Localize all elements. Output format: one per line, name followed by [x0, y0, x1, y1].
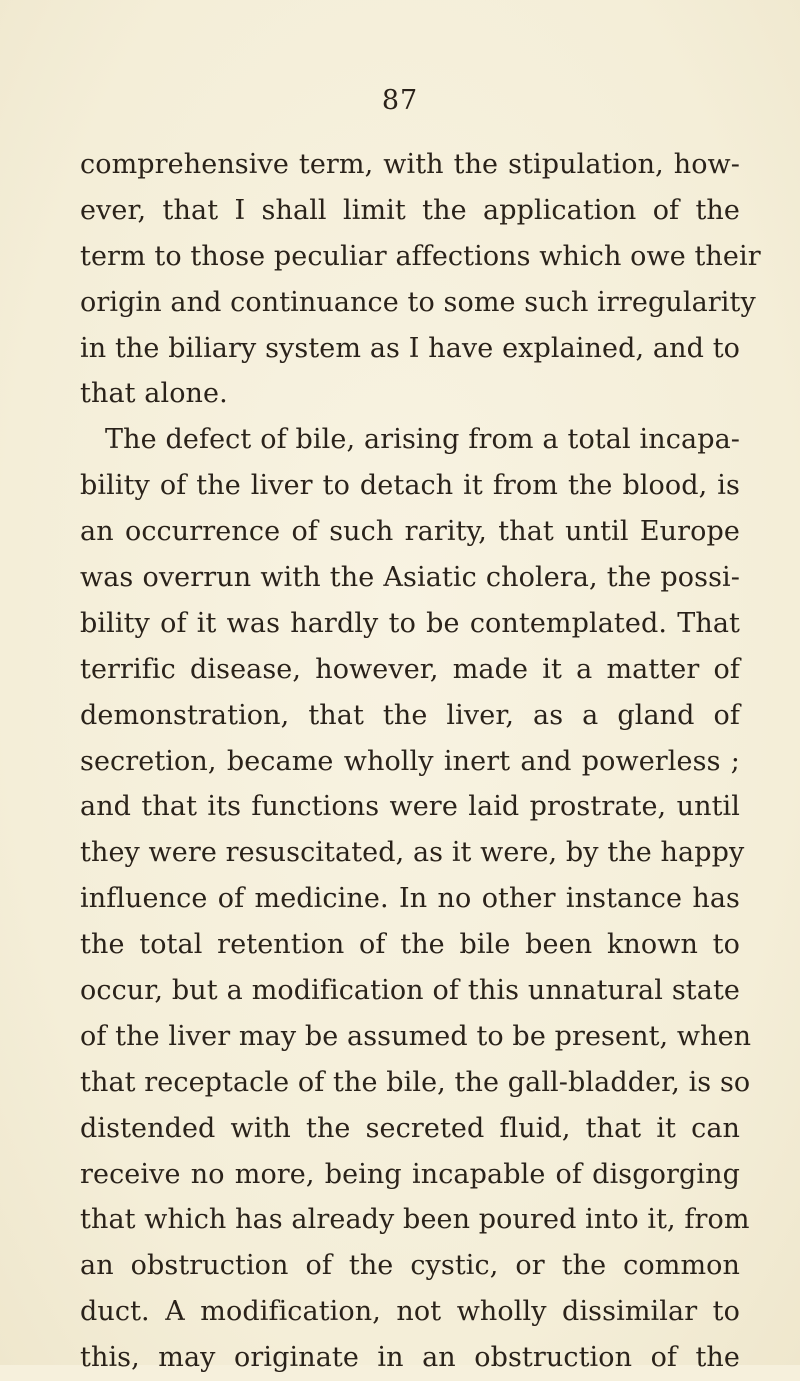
text-line: this, may originate in an obstruction of the	[80, 1342, 740, 1374]
text-line: origin and continuance to some such irregularity	[80, 286, 756, 318]
text-line: in the biliary system as I have explained, and to	[80, 332, 740, 364]
text-line: they were resuscitated, as it were, by the happy	[80, 837, 745, 869]
text-line: the total retention of the bile been known to	[80, 929, 740, 961]
text-line: distended with the secreted fluid, that it can	[80, 1112, 740, 1144]
text-line: secretion, became wholly inert and powerless ;	[80, 745, 740, 777]
text-line: occur, but a modification of this unnatural state	[80, 975, 740, 1007]
page-text	[80, 142, 761, 1381]
text-line: an occurrence of such rarity, that until Europe	[80, 516, 740, 548]
text-line: duct. A modification, not wholly dissimilar to	[80, 1296, 740, 1328]
text-line: influence of medicine. In no other instance has	[80, 883, 740, 915]
page-number: 87	[381, 85, 419, 116]
text-line: bility of the liver to detach it from the blood, is	[80, 470, 740, 502]
text-line: that receptacle of the bile, the gall-bladder, is so	[80, 1066, 751, 1098]
text-line: term to those peculiar affections which owe their	[80, 240, 761, 272]
text-line: ever, that I shall limit the application of the	[80, 194, 740, 226]
text-line: terrific disease, however, made it a matter of	[80, 653, 740, 685]
text-line: of the liver may be assumed to be present, when	[80, 1020, 752, 1052]
text-line: an obstruction of the cystic, or the common	[80, 1250, 740, 1282]
text-line: was overrun with the Asiatic cholera, the possi-	[80, 562, 740, 594]
text-line: The defect of bile, arising from a total incapa-	[105, 424, 740, 456]
text-line: comprehensive term, with the stipulation, how-	[80, 149, 740, 180]
text-line: that alone.	[80, 378, 228, 410]
text-line: demonstration, that the liver, as a gland of	[80, 699, 740, 731]
text-line: that which has already been poured into it, from	[80, 1204, 750, 1236]
text-line: bility of it was hardly to be contemplated. That	[80, 607, 740, 639]
text-line: receive no more, being incapable of disgorging	[80, 1158, 740, 1190]
text-line: and that its functions were laid prostrate, until	[80, 791, 740, 823]
